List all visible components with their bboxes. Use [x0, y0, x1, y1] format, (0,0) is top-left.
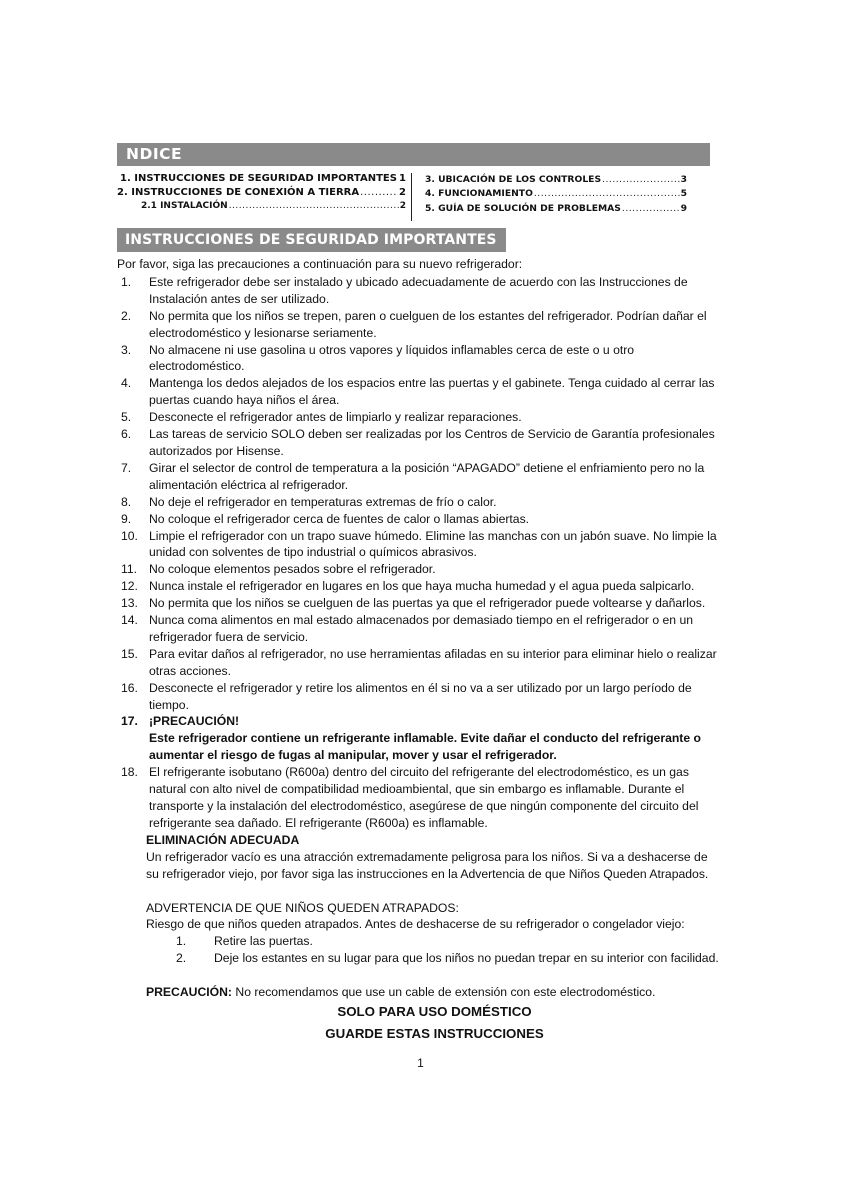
- item-text: Para evitar daños al refrigerador, no use herramientas afiladas en su interior para eliminar hielo o realizar otras acciones.: [149, 646, 717, 678]
- toc-title: NDICE: [126, 145, 183, 163]
- toc-entry-label: 4. FUNCIONAMIENTO: [425, 188, 533, 199]
- toc-entry-label: 2. INSTRUCCIONES DE CONEXIÓN A TIERRA: [117, 187, 360, 198]
- warning-steps: [117, 933, 723, 967]
- item-number: 4.: [121, 376, 132, 391]
- step-item: [146, 950, 723, 967]
- list-item: [117, 595, 723, 612]
- item-number: 8.: [121, 494, 132, 509]
- step-item: [146, 933, 723, 950]
- section-title: INSTRUCCIONES DE SEGURIDAD IMPORTANTES: [125, 232, 497, 248]
- caution-heading: ¡PRECAUCIÓN!: [149, 714, 240, 729]
- item-text: Desconecte el refrigerador antes de limpiarlo y realizar reparaciones.: [149, 410, 522, 425]
- item-text: Girar el selector de control de temperatura a la posición “APAGADO” detiene el enfriamiento pero no la alimentación eléctrica al refrigerador.: [149, 460, 705, 492]
- toc-entry[interactable]: [425, 203, 687, 214]
- step-number: 2.: [176, 951, 187, 966]
- section-header: [117, 228, 506, 252]
- list-item: [117, 511, 723, 528]
- toc-entry-page: 1: [399, 173, 406, 184]
- item-number: 10.: [121, 528, 138, 543]
- list-item: [117, 680, 723, 714]
- list-item: [117, 578, 723, 595]
- toc-entry-page: 5: [680, 188, 687, 199]
- list-item: [117, 494, 723, 511]
- caution-note-text: No recomendamos que use un cable de extensión con este electrodoméstico.: [232, 985, 656, 1000]
- item-number: 5.: [121, 410, 132, 425]
- item-number: 15.: [121, 646, 138, 661]
- toc-leader-dots: [602, 174, 680, 185]
- item-number: 9.: [121, 511, 132, 526]
- item-number: 14.: [121, 613, 138, 628]
- item-text: Las tareas de servicio SOLO deben ser realizadas por los Centros de Servicio de Garantía profesionales autorizados por Hisense.: [149, 427, 715, 458]
- item-text: Nunca instale el refrigerador en lugares en los que haya mucha humedad y el agua pueda salpicarlo.: [149, 579, 695, 594]
- toc-entry[interactable]: [117, 187, 406, 198]
- footer-keep-instructions: GUARDE ESTAS INSTRUCCIONES: [325, 1026, 544, 1042]
- toc-entry[interactable]: [425, 174, 687, 185]
- toc-entry[interactable]: [120, 173, 406, 184]
- toc-divider: [411, 173, 412, 221]
- item-text: Mantenga los dedos alejados de los espacios entre las puertas y el gabinete. Tenga cuidado al cerrar las puertas cuando haya niños el área.: [149, 376, 715, 408]
- footer-domestic-use: SOLO PARA USO DOMÉSTICO: [337, 1004, 532, 1020]
- list-item: [117, 646, 723, 680]
- disposal-text: Un refrigerador vacío es una atracción extremadamente peligrosa para los niños. Si va a deshacerse de su refrigerador viejo, por favor siga las instrucciones en la Advertencia de que Niños Queden Atrapados.: [146, 849, 709, 881]
- caution-text: Este refrigerador contiene un refrigerante inflamable. Evite dañar el conducto del refrigerante o aumentar el riesgo de fugas al manipular, mover y usar el refrigerador.: [149, 731, 701, 763]
- item-text: No permita que los niños se trepen, paren o cuelguen de los estantes del refrigerador. Podrían dañar el electrodoméstico y lesionarse seriamente.: [149, 308, 707, 340]
- item-text: Limpie el refrigerador con un trapo suave húmedo. Elimine las manchas con un jabón suave. No limpie la unidad con solventes de tipo industrial o químicos abrasivos.: [149, 528, 717, 560]
- toc-leader-dots: [229, 201, 399, 211]
- list-item: [117, 308, 723, 342]
- item-text: No coloque el refrigerador cerca de fuentes de calor o llamas abiertas.: [149, 511, 530, 526]
- toc-entry-label: 2.1 INSTALACIÓN: [141, 201, 228, 211]
- item-text: No deje el refrigerador en temperaturas extremas de frío o calor.: [149, 494, 497, 509]
- list-item: [117, 561, 723, 578]
- list-item: [117, 764, 723, 832]
- toc-entry-label: 5. GUÍA DE SOLUCIÓN DE PROBLEMAS: [425, 203, 621, 214]
- item-number: 6.: [121, 427, 132, 442]
- spacer: [117, 967, 723, 984]
- item-number: 12.: [121, 579, 138, 594]
- item-text: Nunca coma alimentos en mal estado almacenados por demasiado tiempo en el refrigerador o en un refrigerador fuera de servicio.: [149, 613, 694, 644]
- item-number: 7.: [121, 460, 132, 475]
- section-intro: Por favor, siga las precauciones a continuación para su nuevo refrigerador:: [117, 257, 523, 271]
- toc-leader-dots: [622, 203, 680, 214]
- spacer: [117, 883, 723, 900]
- item-text: No coloque elementos pesados sobre el refrigerador.: [149, 562, 436, 577]
- toc-entry-page: 2: [399, 201, 406, 211]
- toc-entry[interactable]: [425, 188, 687, 199]
- toc-entry-page: 2: [399, 187, 406, 198]
- toc-entry-page: 9: [680, 203, 687, 214]
- item-number: 1.: [121, 274, 132, 289]
- list-item: [117, 426, 723, 460]
- list-item: [117, 342, 723, 376]
- step-text: Deje los estantes en su lugar para que los niños no puedan trepar en su interior con facilidad.: [214, 951, 719, 966]
- list-item: [117, 528, 723, 562]
- step-number: 1.: [176, 934, 187, 949]
- list-item: [117, 375, 723, 409]
- item-number: 11.: [121, 562, 138, 577]
- toc-entry-page: 3: [680, 174, 687, 185]
- page-number: 1: [417, 1056, 424, 1070]
- list-item: [117, 409, 723, 426]
- item-number: 17.: [121, 714, 138, 729]
- item-number: 13.: [121, 596, 138, 611]
- disposal-heading: ELIMINACIÓN ADECUADA: [146, 832, 300, 847]
- item-text: Este refrigerador debe ser instalado y ubicado adecuadamente de acuerdo con las Instrucciones de Instalación antes de ser utilizado.: [149, 274, 688, 306]
- item-number: 18.: [121, 765, 138, 780]
- step-text: Retire las puertas.: [214, 934, 313, 949]
- list-item-caution: [117, 713, 723, 764]
- item-text: Desconecte el refrigerador y retire los alimentos en él si no va a ser utilizado por un largo período de tiempo.: [149, 680, 692, 712]
- toc-entry[interactable]: [141, 201, 406, 211]
- item-text: El refrigerante isobutano (R600a) dentro del circuito del refrigerante del electrodoméstico, es un gas natural con alto nivel de compatibilidad medioambiental, que sin embargo es inflamable. Durante el transporte y la instalación del electrodoméstico, asegúrese de que ningún componente del circuito del refrigerante sea dañado. El refrigerante (R600a) es inflamable.: [149, 765, 699, 830]
- toc-entry-label: 1. INSTRUCCIONES DE SEGURIDAD IMPORTANTES: [120, 173, 397, 184]
- safety-list: [117, 274, 723, 832]
- toc-leader-dots: [360, 187, 398, 198]
- caution-label: PRECAUCIÓN:: [146, 985, 232, 1000]
- caution-note: [117, 984, 723, 1001]
- toc-entry-label: 3. UBICACIÓN DE LOS CONTROLES: [425, 174, 602, 185]
- warning-heading: ADVERTENCIA DE QUE NIÑOS QUEDEN ATRAPADOS:: [146, 900, 459, 915]
- item-number: 3.: [121, 342, 132, 357]
- item-text: No almacene ni use gasolina u otros vapores y líquidos inflamables cerca de este o u otro electrodoméstico.: [149, 342, 635, 374]
- item-text: No permita que los niños se cuelguen de las puertas ya que el refrigerador puede voltearse y dañarlos.: [149, 596, 706, 611]
- item-number: 2.: [121, 308, 132, 323]
- toc-leader-dots: [534, 188, 680, 199]
- item-number: 16.: [121, 680, 138, 695]
- section-body: [117, 256, 723, 1045]
- toc-header: [117, 143, 710, 166]
- warning-intro: Riesgo de que niños queden atrapados. Antes de deshacerse de su refrigerador o congelador viejo:: [146, 917, 685, 932]
- list-item: [117, 460, 723, 494]
- list-item: [117, 274, 723, 308]
- list-item: [117, 612, 723, 646]
